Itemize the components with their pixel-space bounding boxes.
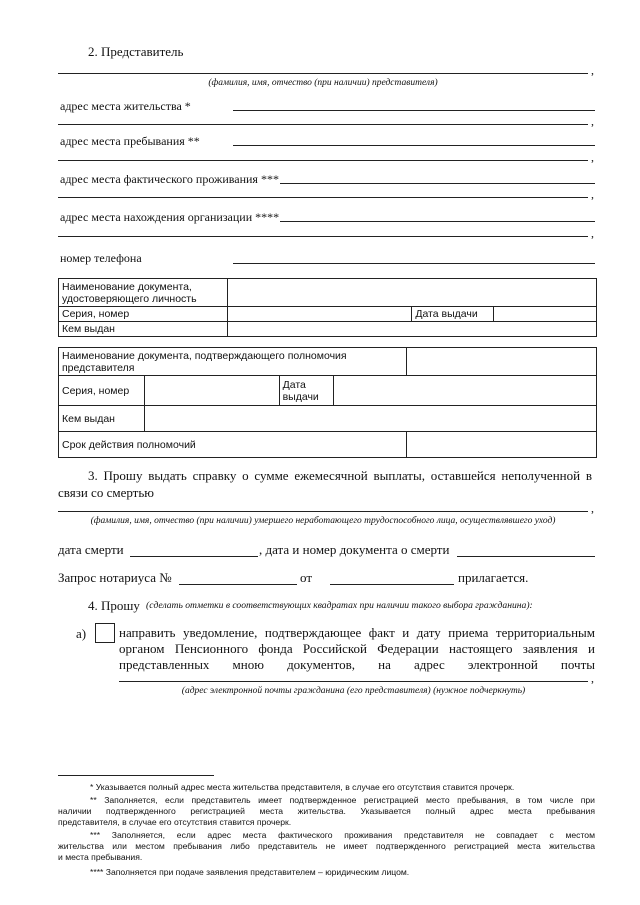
notary-request-label: Запрос нотариуса № <box>58 570 172 585</box>
actual-address-label: адрес места фактического проживания *** <box>60 172 279 186</box>
authority-series-cell[interactable] <box>144 376 279 406</box>
option-a-line1: направить уведомление, подтверждающее факт и дату приема территориальным <box>119 625 595 640</box>
phone-label: номер телефона <box>60 251 142 265</box>
comma: , <box>591 187 594 201</box>
death-document-label: , дата и номер документа о смерти <box>259 542 450 557</box>
residence-address-field-line2[interactable] <box>58 124 588 125</box>
authority-date-label: Дата выдачи <box>279 376 333 406</box>
stay-address-label: адрес места пребывания ** <box>60 134 200 148</box>
residence-address-label: адрес места жительства * <box>60 99 191 113</box>
section2-heading: 2. Представитель <box>88 44 184 59</box>
representative-name-field[interactable] <box>58 73 588 74</box>
stay-address-field-line2[interactable] <box>58 160 588 161</box>
identity-issue-date-cell[interactable] <box>494 307 597 322</box>
deceased-name-caption: (фамилия, имя, отчество (при наличии) умершего неработающего трудоспособного лица, осуществлявшего уход) <box>90 516 556 526</box>
footnote-2-line1: ** Заполняется, если представитель имеет подтвержденное регистрацией место пребывания, в том числе при <box>90 795 595 805</box>
authority-document-table <box>58 347 597 458</box>
footnote-3-line3: и места пребывания. <box>58 852 143 862</box>
authority-doc-name-cell[interactable] <box>407 348 597 376</box>
notary-request-date-field[interactable] <box>330 584 454 585</box>
deceased-name-field[interactable] <box>58 511 588 512</box>
authority-issued-by-label: Кем выдан <box>59 406 145 432</box>
option-a-line3: представленных мною документов, на адрес электронной почты <box>119 657 595 672</box>
identity-issued-by-label: Кем выдан <box>59 322 228 337</box>
comma: , <box>591 501 594 515</box>
notary-from-label: от <box>300 570 313 585</box>
organization-address-field-line2[interactable] <box>58 236 588 237</box>
death-document-field[interactable] <box>457 556 595 557</box>
organization-address-label: адрес места нахождения организации **** <box>60 210 280 224</box>
attached-label: прилагается. <box>458 570 529 585</box>
organization-address-field[interactable] <box>280 221 595 222</box>
representative-name-caption: (фамилия, имя, отчество (при наличии) представителя) <box>208 78 438 88</box>
death-date-label: дата смерти <box>58 542 124 557</box>
identity-issue-date-label: Дата выдачи <box>412 307 494 322</box>
section3-request-line2: связи со смертью <box>58 485 154 500</box>
identity-doc-name-label: Наименование документа, удостоверяющего личность <box>59 279 228 307</box>
email-field[interactable] <box>119 681 588 682</box>
comma: , <box>591 63 594 77</box>
option-a-line2: органом Пенсионного фонда Российской Федерации настоящего заявления и <box>119 641 595 656</box>
authority-validity-label: Срок действия полномочий <box>59 432 407 458</box>
identity-document-table <box>58 278 597 337</box>
footnote-3-line1: *** Заполняется, если адрес места фактического проживания представителя не совпадает с местом <box>90 830 595 840</box>
phone-field[interactable] <box>233 263 595 264</box>
section3-request-line1: 3. Прошу выдать справку о сумме ежемесячной выплаты, оставшейся неполученной в <box>88 468 592 483</box>
option-a-checkbox[interactable] <box>95 623 115 643</box>
authority-doc-name-label: Наименование документа, подтверждающего полномочия представителя <box>59 348 407 376</box>
stay-address-field[interactable] <box>233 145 595 146</box>
notary-request-number-field[interactable] <box>179 584 297 585</box>
identity-doc-name-cell[interactable] <box>227 279 596 307</box>
comma: , <box>591 226 594 240</box>
email-caption: (адрес электронной почты гражданина (его представителя) (нужное подчеркнуть) <box>181 686 526 696</box>
authority-series-label: Серия, номер <box>59 376 145 406</box>
identity-series-label: Серия, номер <box>59 307 228 322</box>
authority-issued-by-cell[interactable] <box>144 406 596 432</box>
footnote-2-line3: представителя, в случае его отсутствия ставится прочерк. <box>58 817 292 827</box>
actual-address-field-line2[interactable] <box>58 197 588 198</box>
actual-address-field[interactable] <box>280 183 595 184</box>
authority-validity-cell[interactable] <box>407 432 597 458</box>
footnote-1: * Указывается полный адрес места жительства представителя, в случае его отсутствия ставится прочерк. <box>90 782 515 792</box>
residence-address-field[interactable] <box>233 110 595 111</box>
identity-series-cell[interactable] <box>227 307 412 322</box>
comma: , <box>591 671 594 685</box>
death-date-field[interactable] <box>130 556 258 557</box>
footnote-4: **** Заполняется при подаче заявления представителем – юридическим лицом. <box>90 867 410 877</box>
identity-issued-by-cell[interactable] <box>227 322 596 337</box>
authority-date-cell[interactable] <box>333 376 596 406</box>
footnote-separator <box>58 775 214 776</box>
comma: , <box>591 150 594 164</box>
comma: , <box>591 114 594 128</box>
option-a-marker: а) <box>76 626 87 641</box>
section4-heading: 4. Прошу <box>88 598 140 613</box>
section4-heading-note: (сделать отметки в соответствующих квадратах при наличии такого выбора гражданина): <box>146 600 533 611</box>
footnote-3-line2: жительства или местом пребывания либо представитель не имеет подтвержденного регистрацией места жительства <box>58 841 595 851</box>
footnote-2-line2: наличии подтвержденного регистрацией места жительства. Указывается полный адрес места пребывания <box>58 806 595 816</box>
